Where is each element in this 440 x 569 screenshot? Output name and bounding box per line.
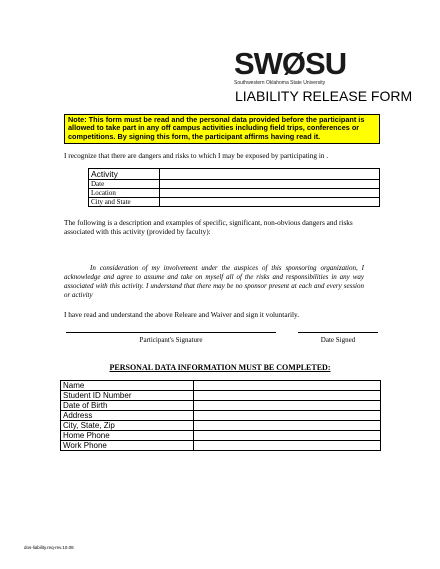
recognize-paragraph: I recognize that there are dangers and risks to which I may be exposed by participating in . bbox=[64, 151, 329, 160]
signature-label: Participant's Signature bbox=[139, 336, 203, 344]
table-row bbox=[89, 198, 380, 207]
consideration-paragraph: In consideration of my involvement under the auspices of this sponsoring organization, I acknowledge and agree to assume and take on myself all of the risks and responsibilities in any way associated with this activity. I understand that there may be no sponsor present at each and every session or activity bbox=[64, 264, 364, 299]
table-row bbox=[61, 411, 381, 421]
personal-data-table bbox=[60, 380, 381, 451]
table-row bbox=[61, 441, 381, 451]
table-row bbox=[89, 180, 380, 189]
location-label: Location bbox=[89, 189, 160, 198]
location-field[interactable] bbox=[160, 189, 380, 198]
student-id-label: Student ID Number bbox=[61, 391, 194, 401]
table-row bbox=[61, 381, 381, 391]
address-label: Address bbox=[61, 411, 194, 421]
logo-subtitle: Southwestern Oklahoma State University bbox=[234, 80, 326, 86]
date-field[interactable] bbox=[160, 180, 380, 189]
date-signed-line[interactable] bbox=[298, 332, 378, 333]
name-label: Name bbox=[61, 381, 194, 391]
logo-wordmark: SWØSU bbox=[234, 46, 347, 81]
address-field[interactable] bbox=[194, 411, 381, 421]
city-state-field[interactable] bbox=[160, 198, 380, 207]
activity-field[interactable] bbox=[160, 169, 380, 180]
swosu-logo bbox=[234, 48, 364, 90]
activity-table bbox=[88, 168, 380, 207]
table-row bbox=[89, 169, 380, 180]
table-row bbox=[89, 189, 380, 198]
home-phone-label: Home Phone bbox=[61, 431, 194, 441]
table-row bbox=[61, 391, 381, 401]
date-signed-label: Date Signed bbox=[320, 336, 356, 344]
work-phone-label: Work Phone bbox=[61, 441, 194, 451]
date-of-birth-label: Date of Birth bbox=[61, 401, 194, 411]
student-id-field[interactable] bbox=[194, 391, 381, 401]
work-phone-field[interactable] bbox=[194, 441, 381, 451]
name-field[interactable] bbox=[194, 381, 381, 391]
signature-line[interactable] bbox=[66, 332, 276, 333]
form-title: LIABILITY RELEASE FORM bbox=[235, 88, 413, 104]
read-understand-paragraph: I have read and understand the above Releare and Waiver and sign it voluntarily. bbox=[64, 310, 300, 319]
date-of-birth-field[interactable] bbox=[194, 401, 381, 411]
date-label-cell: Date bbox=[89, 180, 160, 189]
note-box: Note: This form must be read and the personal data provided before the participant is allowed to take part in any off campus activities including field trips, conferences or competitions. By signing this form, the participant affirms having read it. bbox=[64, 114, 380, 144]
city-state-zip-field[interactable] bbox=[194, 421, 381, 431]
home-phone-field[interactable] bbox=[194, 431, 381, 441]
city-state-label: City and State bbox=[89, 198, 160, 207]
table-row bbox=[61, 421, 381, 431]
risks-description-paragraph: The following is a description and examples of specific, significant, non-obvious dangers and risks associated with this activity (provided by faculty): bbox=[64, 218, 353, 236]
activity-label: Activity bbox=[89, 169, 160, 180]
personal-data-heading: PERSONAL DATA INFORMATION MUST BE COMPLETED: bbox=[109, 363, 331, 372]
table-row bbox=[61, 431, 381, 441]
city-state-zip-label: City, State, Zip bbox=[61, 421, 194, 431]
form-revision-footer: dos-liability.req-rev.10.08 bbox=[24, 545, 74, 550]
table-row bbox=[61, 401, 381, 411]
